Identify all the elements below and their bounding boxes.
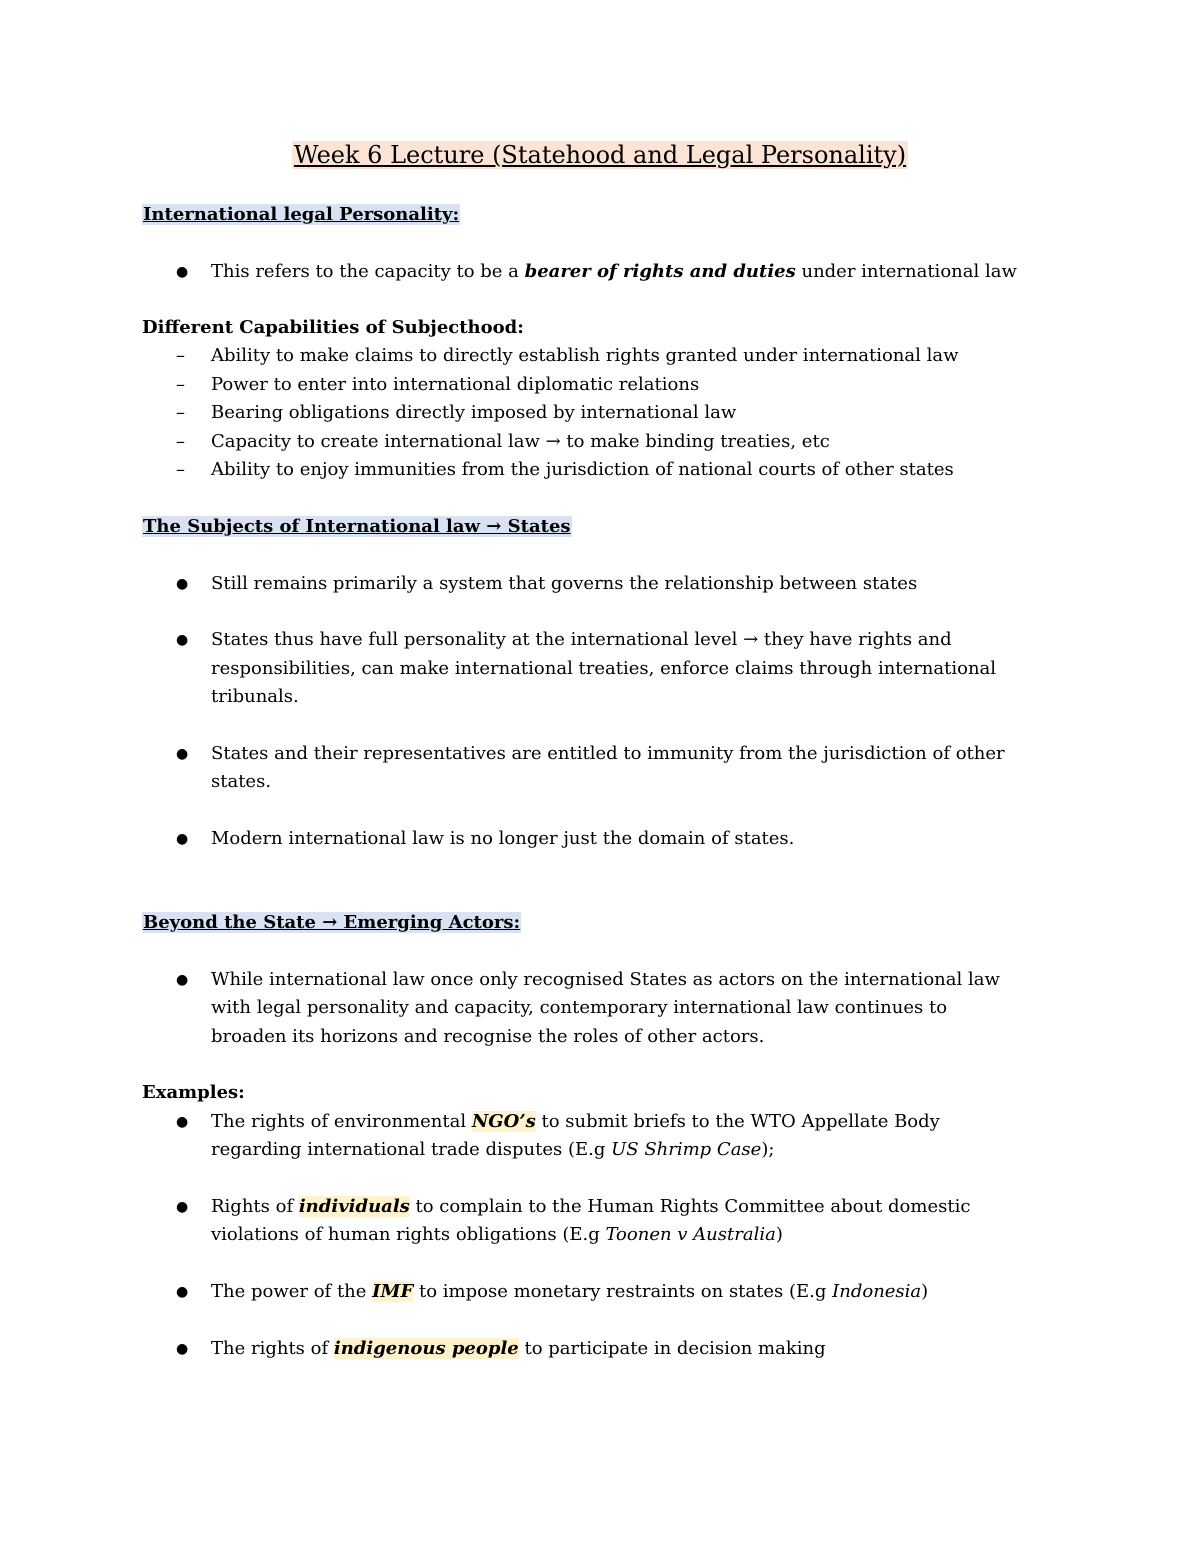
section-heading-legal-personality bbox=[142, 203, 460, 227]
list-item: Power to enter into international diplomatic relations bbox=[211, 374, 700, 395]
bullet-icon: ● bbox=[176, 576, 189, 592]
text-run: under international law bbox=[795, 261, 1017, 282]
bullet-text bbox=[211, 258, 1017, 287]
highlighted-term: IMF bbox=[372, 1281, 414, 1302]
text-run: This refers to the capacity to be a bbox=[211, 261, 525, 282]
bullet-text: States and their representatives are entitled to immunity from the jurisdiction of other bbox=[211, 743, 1005, 764]
text-run: Rights of bbox=[211, 1196, 299, 1217]
bullet-text: responsibilities, can make international treaties, enforce claims through international bbox=[211, 658, 997, 679]
examples-heading: Examples: bbox=[142, 1082, 245, 1103]
section-heading-text: Beyond the State → Emerging Actors: bbox=[143, 912, 521, 933]
example-text bbox=[211, 1335, 826, 1364]
case-name: US Shrimp Case bbox=[611, 1139, 762, 1160]
text-run: The power of the bbox=[211, 1281, 373, 1302]
text-run: ) bbox=[921, 1281, 929, 1302]
bullet-icon: ● bbox=[176, 972, 189, 988]
case-name: Indonesia bbox=[832, 1281, 922, 1302]
bullet-icon: ● bbox=[176, 1341, 189, 1357]
bullet-icon: ● bbox=[176, 831, 189, 847]
bullet-icon: ● bbox=[176, 632, 189, 648]
section-heading-capabilities: Different Capabilities of Subjecthood: bbox=[142, 317, 524, 338]
dash-icon: – bbox=[176, 459, 185, 480]
example-text bbox=[211, 1136, 774, 1165]
bullet-text: states. bbox=[211, 771, 272, 792]
example-text bbox=[211, 1193, 970, 1222]
list-item: Bearing obligations directly imposed by international law bbox=[211, 402, 737, 423]
example-text bbox=[211, 1221, 783, 1250]
list-item: Capacity to create international law → to make binding treaties, etc bbox=[211, 431, 830, 452]
page-title-text: Week 6 Lecture (Statehood and Legal Personality) bbox=[293, 141, 907, 169]
bullet-text: broaden its horizons and recognise the roles of other actors. bbox=[211, 1026, 765, 1047]
bullet-icon: ● bbox=[176, 746, 189, 762]
section-heading-text: The Subjects of International law → States bbox=[143, 516, 571, 537]
dash-icon: – bbox=[176, 345, 185, 366]
text-run: regarding international trade disputes (E.g bbox=[211, 1139, 612, 1160]
text-run: The rights of environmental bbox=[211, 1111, 472, 1132]
dash-icon: – bbox=[176, 431, 185, 452]
bullet-icon: ● bbox=[176, 1199, 189, 1215]
bullet-text: Still remains primarily a system that governs the relationship between states bbox=[211, 573, 918, 594]
bullet-text: with legal personality and capacity, contemporary international law continues to bbox=[211, 997, 948, 1018]
text-run: to submit briefs to the WTO Appellate Body bbox=[535, 1111, 940, 1132]
bullet-icon: ● bbox=[176, 1284, 189, 1300]
highlighted-term: indigenous people bbox=[333, 1338, 519, 1359]
bullet-text: States thus have full personality at the international level → they have rights and bbox=[211, 629, 952, 650]
section-heading-emerging-actors bbox=[142, 911, 521, 935]
text-run: ) bbox=[775, 1224, 783, 1245]
highlighted-term: NGO’s bbox=[471, 1111, 536, 1132]
text-run: to impose monetary restraints on states (E.g bbox=[413, 1281, 833, 1302]
dash-icon: – bbox=[176, 402, 185, 423]
bullet-text: While international law once only recognised States as actors on the international law bbox=[211, 969, 1000, 990]
page-title bbox=[0, 139, 1200, 171]
bullet-icon: ● bbox=[176, 264, 189, 280]
bullet-icon: ● bbox=[176, 1114, 189, 1130]
list-item: Ability to make claims to directly establish rights granted under international law bbox=[211, 345, 959, 366]
highlighted-term: individuals bbox=[298, 1196, 410, 1217]
bullet-text: tribunals. bbox=[211, 686, 299, 707]
example-text bbox=[211, 1278, 928, 1307]
list-item: Ability to enjoy immunities from the jurisdiction of national courts of other states bbox=[211, 459, 954, 480]
case-name: Toonen v Australia bbox=[605, 1224, 776, 1245]
text-run: violations of human rights obligations (E.g bbox=[211, 1224, 606, 1245]
text-run: to participate in decision making bbox=[518, 1338, 826, 1359]
bullet-text: Modern international law is no longer just the domain of states. bbox=[211, 828, 795, 849]
example-text bbox=[211, 1108, 940, 1137]
emphasis-text: bearer of rights and duties bbox=[524, 261, 796, 282]
section-heading-text: International legal Personality: bbox=[143, 204, 460, 225]
text-run: to complain to the Human Rights Committee about domestic bbox=[409, 1196, 971, 1217]
text-run: ); bbox=[761, 1139, 775, 1160]
section-heading-subjects-states bbox=[142, 515, 572, 539]
dash-icon: – bbox=[176, 374, 185, 395]
text-run: The rights of bbox=[211, 1338, 334, 1359]
